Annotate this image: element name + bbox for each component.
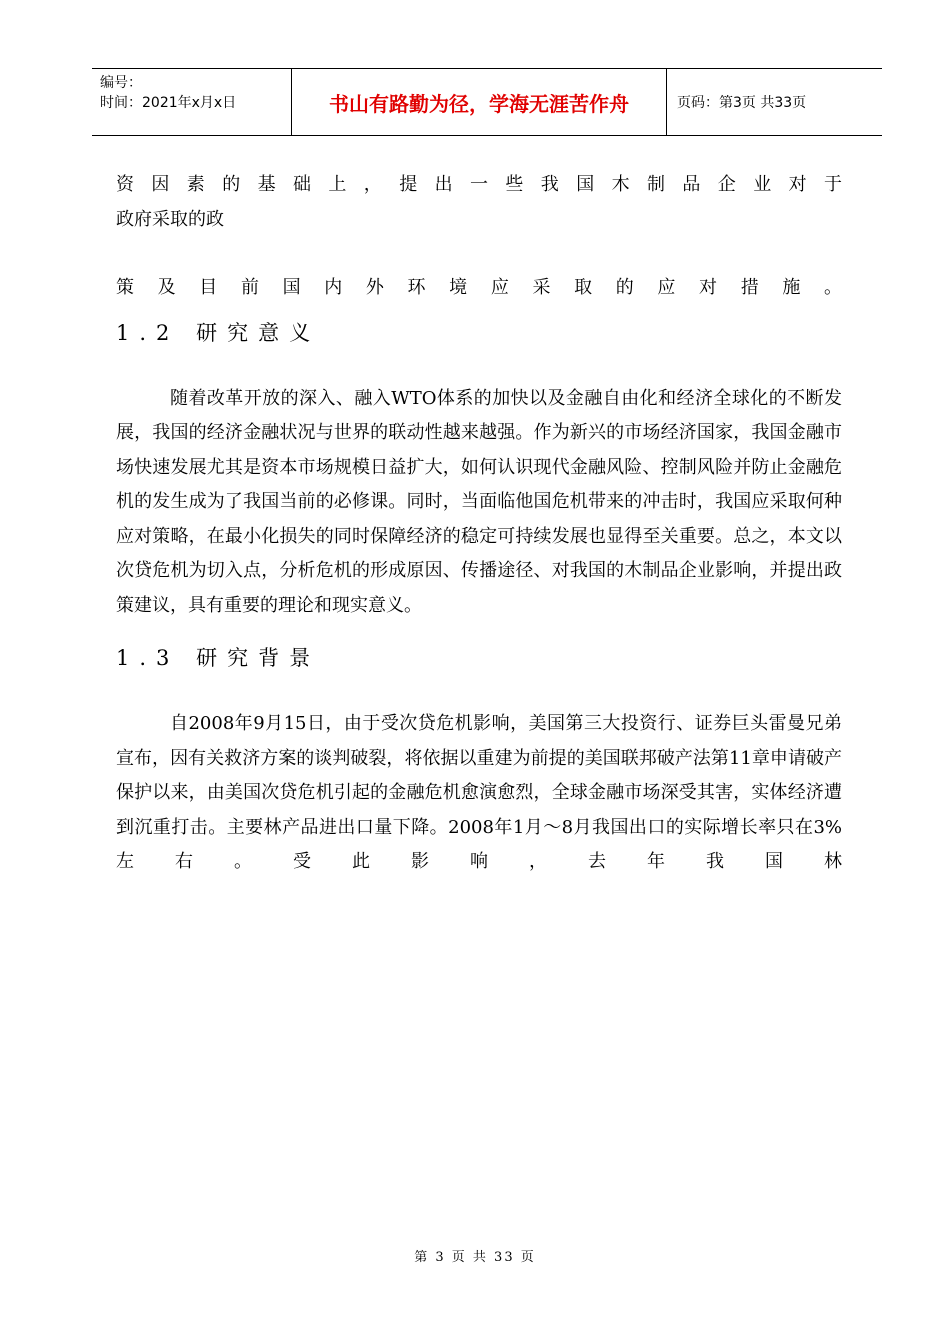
intro-line-2: 政府采取的政 [116, 208, 224, 230]
document-body [116, 168, 842, 880]
page-header [92, 68, 882, 136]
section-heading-1-3: 1.3 研究背景 [116, 646, 321, 670]
header-motto: 书山有路勤为径，学海无涯苦作舟 [292, 69, 667, 135]
header-meta [92, 69, 292, 135]
serial-label: 编号： [100, 75, 142, 91]
intro-line-1: 资因素的基础上，提出一些我国木制品企业对于 [116, 174, 842, 195]
page-footer: 第 3 页 共 33 页 [414, 1250, 536, 1265]
time-label: 时间：2021年x月x日 [100, 95, 237, 111]
section-1-2-paragraph: 随着改革开放的深入、融入WTO体系的加快以及金融自由化和经济全球化的不断发展，我国的经济金融状况与世界的联动性越来越强。作为新兴的市场经济国家，我国金融市场快速发展尤其是资本市场规模日益扩大，如何认识现代金融风险、控制风险并防止金融危机的发生成为了我国当前的必修课。同时，当面临他国危机带来的冲击时，我国应采取何种应对策略，在最小化损失的同时保障经济的稳定可持续发展也显得至关重要。总之，本文以次贷危机为切入点，分析危机的形成原因、传播途径、对我国的木制品企业影响，并提出政策建议，具有重要的理论和现实意义。 [116, 387, 842, 616]
section-1-3-paragraph: 自2008年9月15日，由于受次贷危机影响，美国第三大投资行、证券巨头雷曼兄弟宣布，因有关救济方案的谈判破裂，将依据以重建为前提的美国联邦破产法第11章申请破产保护以来，由美国次贷危机引起的金融危机愈演愈烈，全球金融市场深受其害，实体经济遭到沉重打击。主要林产品进出口量下降。2008年1月～8月我国出口的实际增长率只在3%左右。受此影响，去年我国林 [116, 713, 842, 872]
section-heading-1-2: 1.2 研究意义 [116, 320, 321, 345]
header-page-number: 页码：第3页 共33页 [677, 95, 807, 111]
intro-line-3: 策及目前国内外环境应采取的应对措施。 [116, 277, 842, 298]
